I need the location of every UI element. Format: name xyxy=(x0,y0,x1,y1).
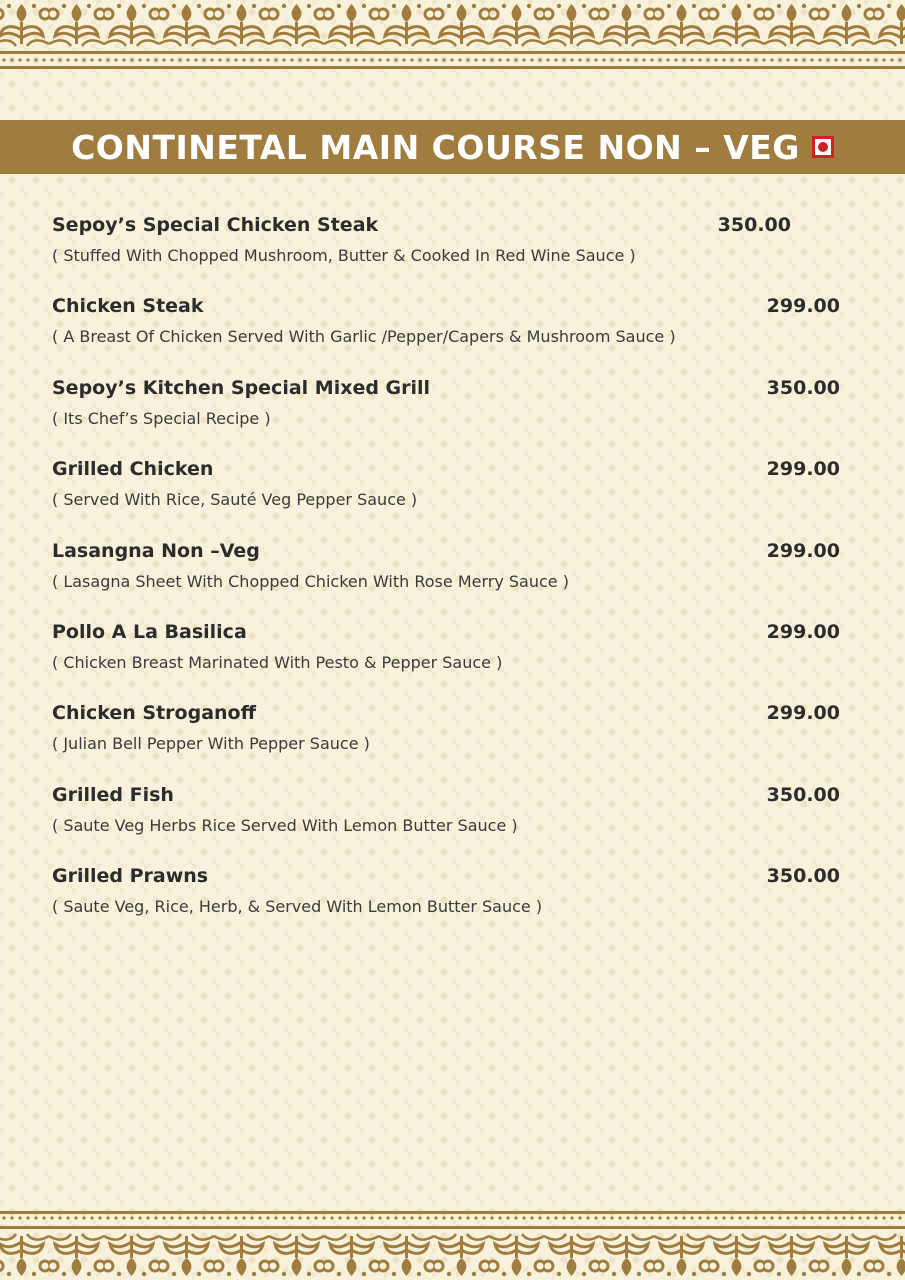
item-description: ( Julian Bell Pepper With Pepper Sauce ) xyxy=(52,734,370,754)
item-description: ( Chicken Breast Marinated With Pesto & Pepper Sauce ) xyxy=(52,652,503,672)
page-title: CONTINETAL MAIN COURSE NON – VEG xyxy=(71,127,800,167)
item-name: Lasangna Non –Veg xyxy=(52,539,260,562)
menu-list xyxy=(52,214,852,947)
item-description: ( Stuffed With Chopped Mushroom, Butter & Cooked In Red Wine Sauce ) xyxy=(52,246,636,265)
item-price: 299.00 xyxy=(766,539,840,562)
item-price: 299.00 xyxy=(766,295,840,318)
item-price: 299.00 xyxy=(766,458,840,481)
non-veg-symbol-icon xyxy=(812,136,834,158)
item-price: 299.00 xyxy=(766,702,840,725)
item-name: Grilled Prawns xyxy=(52,865,209,888)
menu-item xyxy=(52,377,852,458)
item-price: 350.00 xyxy=(766,783,840,806)
item-price: 299.00 xyxy=(766,620,840,643)
title-banner xyxy=(0,120,905,174)
item-description: ( Lasagna Sheet With Chopped Chicken With Rose Merry Sauce ) xyxy=(52,571,569,591)
item-description: ( Saute Veg, Rice, Herb, & Served With Lemon Butter Sauce ) xyxy=(52,897,543,917)
item-name: Chicken Stroganoff xyxy=(52,702,256,725)
ornamental-border-icon xyxy=(0,0,905,74)
item-description: ( Saute Veg Herbs Rice Served With Lemon Butter Sauce ) xyxy=(52,815,518,835)
bottom-ornamental-border xyxy=(0,1206,905,1280)
item-price: 350.00 xyxy=(766,376,840,399)
item-description: ( Its Chef’s Special Recipe ) xyxy=(52,408,271,428)
menu-item xyxy=(52,865,852,946)
top-ornamental-border xyxy=(0,0,905,74)
item-description: ( Served With Rice, Sauté Veg Pepper Sauce ) xyxy=(52,490,418,510)
menu-item xyxy=(52,214,852,295)
menu-item xyxy=(52,295,852,376)
item-name: Sepoy’s Kitchen Special Mixed Grill xyxy=(52,376,431,399)
ornamental-border-icon xyxy=(0,1206,905,1280)
item-name: Grilled Fish xyxy=(52,783,174,806)
item-price: 350.00 xyxy=(717,214,791,236)
menu-item xyxy=(52,458,852,539)
item-name: Grilled Chicken xyxy=(52,458,214,481)
item-name: Chicken Steak xyxy=(52,295,204,318)
menu-item xyxy=(52,621,852,702)
item-name: Sepoy’s Special Chicken Steak xyxy=(52,214,379,236)
item-description: ( A Breast Of Chicken Served With Garlic /Pepper/Capers & Mushroom Sauce ) xyxy=(52,327,676,347)
menu-item xyxy=(52,784,852,865)
menu-item xyxy=(52,540,852,621)
item-name: Pollo A La Basilica xyxy=(52,620,247,643)
menu-item xyxy=(52,702,852,783)
item-price: 350.00 xyxy=(766,865,840,888)
